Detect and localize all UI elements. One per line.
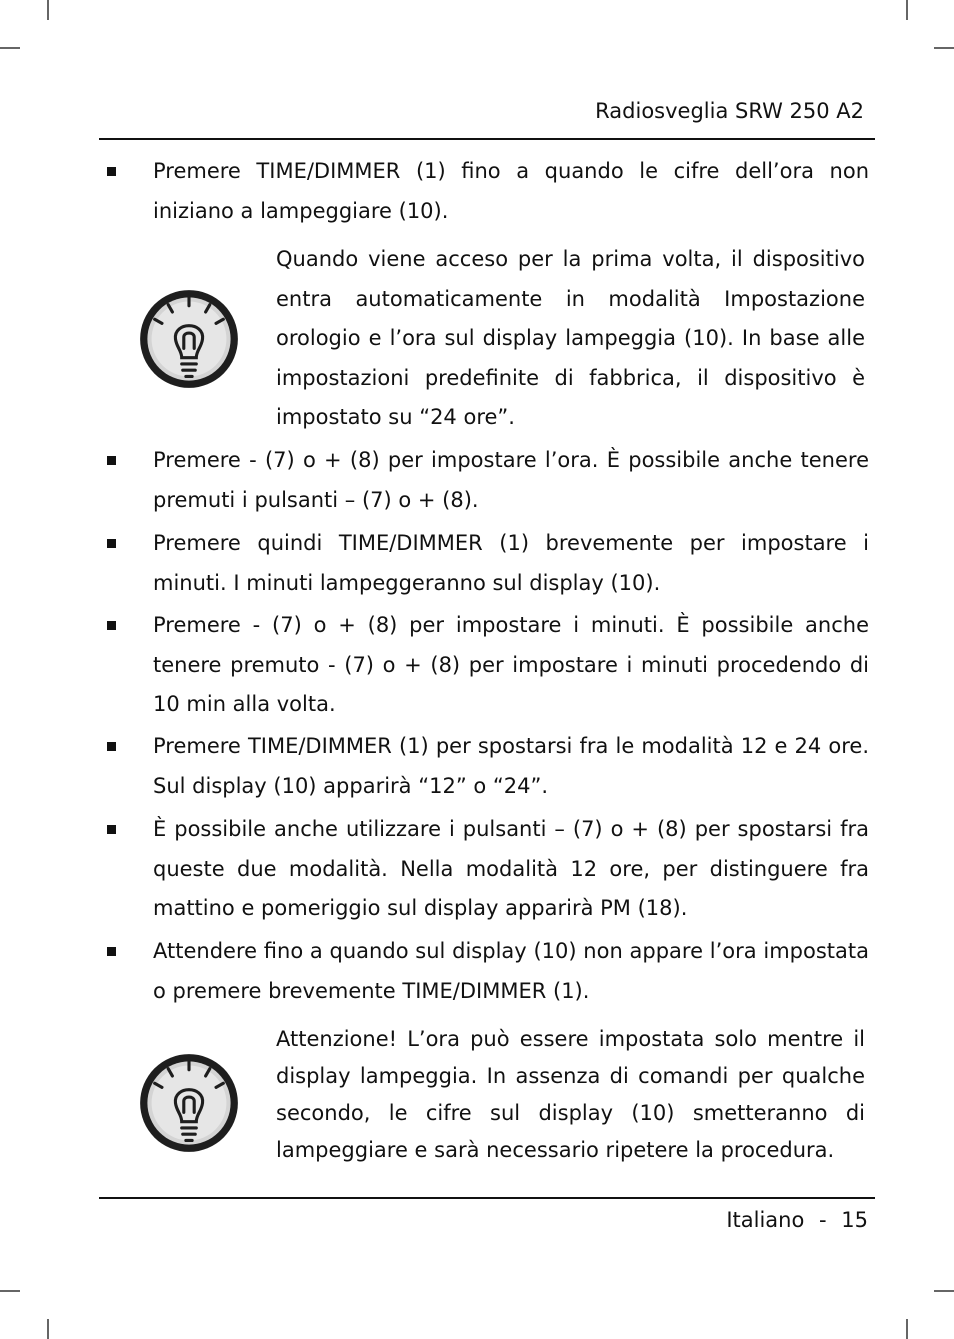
instruction-item: Attendere fino a quando sul display (10) non appare l’ora impostata o premere brevemente TIME/DIMMER (1). bbox=[153, 939, 869, 1003]
lightbulb-icon bbox=[137, 287, 241, 391]
instruction-item: Premere - (7) o + (8) per impostare l’ora. È possibile anche tenere premuti i pulsanti – (7) o + (8). bbox=[153, 448, 869, 512]
square-bullet-icon bbox=[107, 621, 116, 630]
square-bullet-icon bbox=[107, 742, 116, 751]
footer-rule bbox=[99, 1197, 875, 1199]
crop-mark bbox=[47, 0, 49, 20]
square-bullet-icon bbox=[107, 539, 116, 548]
instruction-item: Premere - (7) o + (8) per impostare i minuti. È possibile anche tenere premuto - (7) o + (8) per impostare i minuti procedendo di 10 min alla volta. bbox=[153, 613, 869, 716]
footer-separator: - bbox=[819, 1208, 827, 1232]
instruction-item: Premere quindi TIME/DIMMER (1) brevemente per impostare i minuti. I minuti lampeggeranno sul display (10). bbox=[153, 531, 869, 595]
instruction-item: Premere TIME/DIMMER (1) per spostarsi fra le modalità 12 e 24 ore. Sul display (10) apparirà “12” o “24”. bbox=[153, 734, 869, 798]
footer-language: Italiano bbox=[726, 1208, 805, 1232]
crop-mark bbox=[934, 47, 954, 49]
crop-mark bbox=[906, 1319, 908, 1339]
crop-mark bbox=[0, 1290, 20, 1292]
square-bullet-icon bbox=[107, 947, 116, 956]
instruction-item: È possibile anche utilizzare i pulsanti – (7) o + (8) per spostarsi fra queste due modalità. Nella modalità 12 ore, per distinguere fra mattino e pomeriggio sul display apparirà PM (18). bbox=[153, 817, 869, 920]
page-footer bbox=[726, 1208, 868, 1232]
crop-mark bbox=[47, 1319, 49, 1339]
square-bullet-icon bbox=[107, 825, 116, 834]
crop-mark bbox=[906, 0, 908, 20]
instruction-item: Premere TIME/DIMMER (1) fino a quando le cifre dell’ora non iniziano a lampeggiare (10). bbox=[153, 159, 869, 223]
square-bullet-icon bbox=[107, 456, 116, 465]
page-number: 15 bbox=[841, 1208, 868, 1232]
lightbulb-icon bbox=[137, 1051, 241, 1155]
crop-mark bbox=[934, 1290, 954, 1292]
crop-mark bbox=[0, 47, 20, 49]
warning-note: Attenzione! L’ora può essere impostata solo mentre il display lampeggia. In assenza di comandi per qualche secondo, le cifre sul display (10) smetteranno di lampeggiare e sarà necessario ripetere la procedura. bbox=[276, 1027, 865, 1162]
running-header: Radiosveglia SRW 250 A2 bbox=[595, 99, 864, 123]
square-bullet-icon bbox=[107, 167, 116, 176]
tip-note: Quando viene acceso per la prima volta, il dispositivo entra automaticamente in modalità Impostazione orologio e l’ora sul display lampeggia (10). In base alle impostazioni predefinite di fabbrica, il dispositivo è impostato su “24 ore”. bbox=[276, 247, 865, 429]
header-rule bbox=[99, 138, 875, 140]
